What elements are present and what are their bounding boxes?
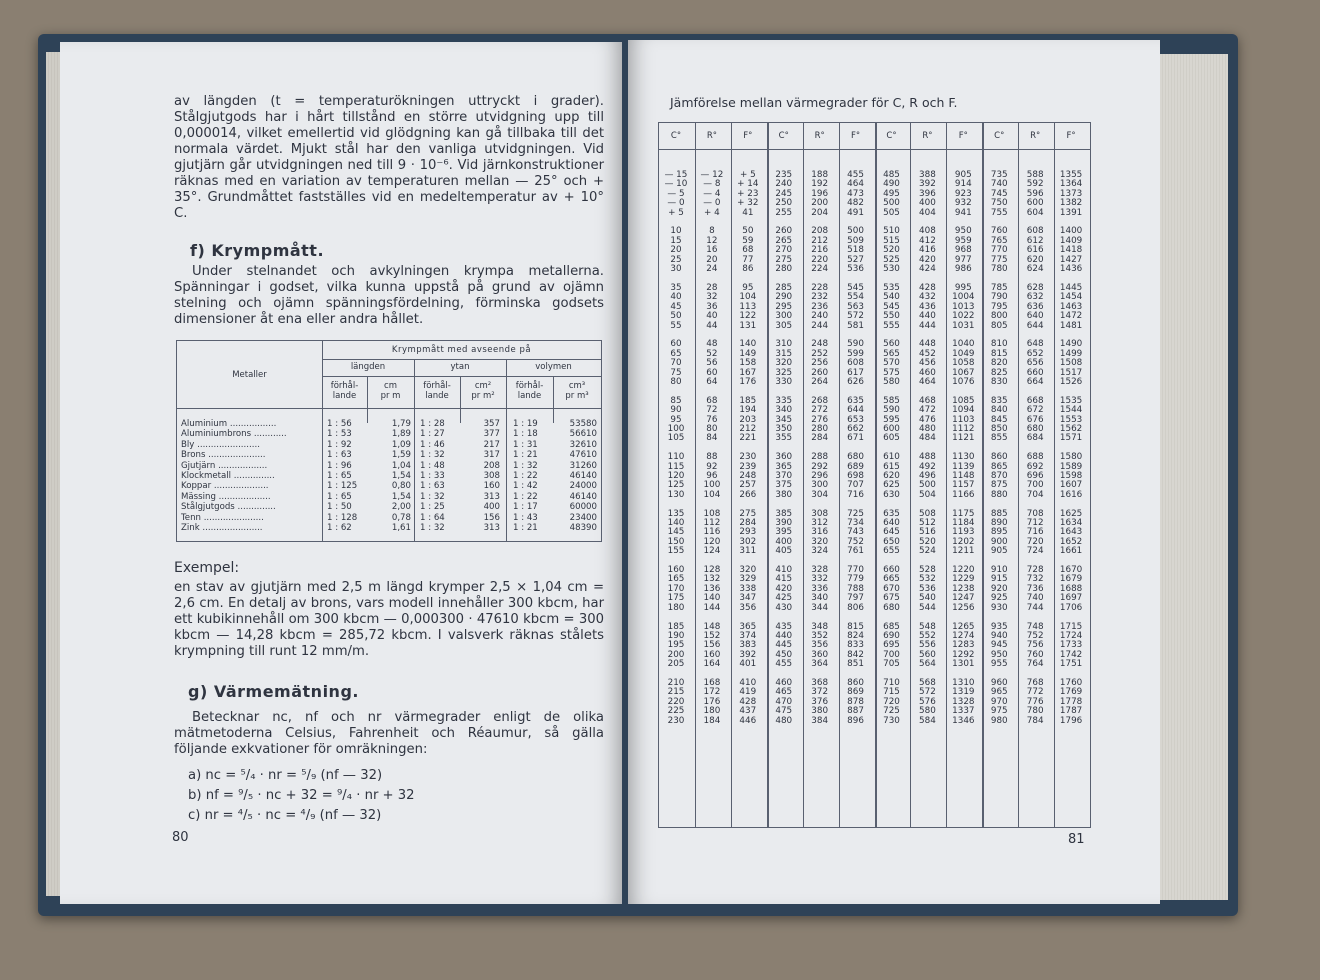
metal-name: Koppar .................... [181,481,269,492]
shrink-cell: 1 : 27 [420,429,445,440]
shrink-cell: 1 : 18 [513,429,538,440]
shrink-cell: 1,79 [391,419,411,429]
metal-name: Bly ....................... [181,439,260,450]
shrink-cell: 156 [483,512,500,523]
sub-header-length: längden [350,362,386,372]
shrink-cell: 1 : 42 [513,481,538,492]
group-header: Krympmått med avseende på [391,345,532,355]
shrink-cell: 1,54 [391,471,411,481]
shrink-cell: 24000 [569,481,597,492]
temp-header: R° [706,131,717,141]
metal-name: Gjutjärn .................. [181,460,268,471]
shrink-cell: 1,54 [391,491,411,502]
temp-column: 1355 1364 1373 1382 1391 1400 1409 1418 1427 1436 1445 1454 1463 1472 1481 1490 1499 1508 1517 1526 1535 1544 1553 1562 1571 1580 1589 1598 1607 1616 1625 1634 1643 1652 1661 1670 1679 1688 1697 1706 1715 1724 1733 1742 1751 1760 1769 1778 1787 1796 [1059,170,1083,726]
temp-header: F° [1066,131,1076,141]
shrink-cell: 1 : 22 [513,491,538,502]
shrink-cell: 1 : 56 [327,419,352,429]
metal-name: Brons ..................... [181,450,266,461]
shrink-cell: 1 : 21 [513,523,538,533]
temp-column: 455 464 473 482 491 500 509 518 527 536 545 554 563 572 581 590 599 608 617 626 635 644 653 662 671 680 689 698 707 716 725 734 743 752 761 770 779 788 797 806 815 824 833 842 851 860 869 878 887 896 [847,170,864,726]
metal-name: Aluminium ................. [181,419,277,429]
intro-paragraph: av längden (t = temperaturökningen uttryckt i grader). Stålgjutgods har i hårt tillstånd en större utvidgning upp till 0,000014, vilket emellertid vid glödgning kan gå tillbaka till det normala värdet. Mjukt stål har den vanliga utvidgningen. Vid gjutjärn går utvidgningen ned till 9 · 10⁻⁶. Vid järnkonstruktioner räknas med en variation av temperaturen mellan — 25° och + 35°. Grundmåttet fastställes vid en medeltemperatur av + 10° C. [174,94,604,221]
metal-name: Tenn ...................... [181,512,264,523]
col-header: cm² pr m² [471,381,495,401]
left-page [60,42,622,904]
temperature-table [658,122,1091,828]
shrink-cell: 1,89 [391,429,411,440]
example-text: en stav av gjutjärn med 2,5 m längd krymper 2,5 × 1,04 cm = 2,6 cm. En detalj av brons, vars modell innehåller 300 kbcm, har ett kubikinnehåll om 300 kbcm — 0,000300 · 47610 kbcm = 300 kbcm — 14,28 kbcm = 285,72 kbcm. I valsverk räknas stålets krympning till runt 12 mm/m. [174,580,604,659]
temp-header: C° [886,131,897,141]
metal-name: Mässing ................... [181,491,271,502]
temp-column: 388 392 396 400 404 408 412 416 420 424 428 432 436 440 444 448 452 456 460 464 468 472 476 480 484 488 492 496 500 504 508 512 516 520 524 528 532 536 540 544 548 552 556 560 564 568 572 576 580 584 [919,170,936,726]
shrink-cell: 1 : 32 [420,523,445,533]
shrink-cell: 313 [483,491,500,502]
shrink-cell: 1 : 19 [513,419,538,429]
shrink-cell: 1 : 28 [420,419,445,429]
page-edges-right [1160,54,1228,900]
shrink-cell: 357 [483,419,500,429]
shrink-cell: 1 : 125 [327,481,358,492]
shrink-cell: 313 [483,523,500,533]
shrink-cell: 0,78 [391,512,411,523]
shrink-cell: 1,61 [391,523,411,533]
shrink-cell: 1 : 43 [513,512,538,523]
col-header: förhål- lande [515,381,544,401]
shrink-cell: 1 : 65 [327,491,352,502]
temp-header: F° [958,131,968,141]
shrink-cell: 1 : 32 [420,491,445,502]
col-header: förhål- lande [330,381,359,401]
shrink-cell: 46140 [569,471,597,481]
temp-column: + 5 + 14 + 23 + 32 41 50 59 68 77 86 95 104 113 122 131 140 149 158 167 176 185 194 203 212 221 230 239 248 257 266 275 284 293 302 311 320 329 338 347 356 365 374 383 392 401 410 419 428 437 446 [737,170,759,726]
right-page [628,40,1160,904]
shrink-cell: 1 : 33 [420,471,445,481]
shrink-cell: 47610 [569,450,597,461]
formula-a: a) nc = ⁵/₄ · nr = ⁵/₉ (nf — 32) [188,768,383,783]
shrink-cell: 1 : 46 [420,439,445,450]
shrink-cell: 1 : 25 [420,502,445,513]
temp-header: R° [1030,131,1041,141]
shrink-cell: 1 : 92 [327,439,352,450]
shrink-cell: 400 [483,502,500,513]
temp-column: 188 192 196 200 204 208 212 216 220 224 228 232 236 240 244 248 252 256 260 264 268 272 276 280 284 288 292 296 300 304 308 312 316 320 324 328 332 336 340 344 348 352 356 360 364 368 372 376 380 384 [811,170,829,726]
shrink-cell: 308 [483,471,500,481]
temp-column: 588 592 596 600 604 608 612 616 620 624 628 632 636 640 644 648 652 656 660 664 668 672 676 680 684 688 692 696 700 704 708 712 716 720 724 728 732 736 740 744 748 752 756 760 764 768 772 776 780 784 [1026,170,1044,726]
shrink-cell: 1 : 128 [327,512,358,523]
section-f-text: Under stelnandet och avkylningen krympa metallerna. Spänningar i godset, vilka kunna uppstå på grund av ojämn stelning och ojämn spänningsfördelning, förminska godsets dimensioner åt ena eller andra hållet. [174,264,604,327]
metal-name: Stålgjutgods .............. [181,502,276,513]
col-header: förhål- lande [423,381,451,401]
shrink-cell: 1 : 96 [327,460,352,471]
metal-name: Aluminiumbrons ............ [181,429,287,440]
shrink-cell: 1 : 63 [420,481,445,492]
shrink-cell: 1 : 32 [513,460,538,471]
col-header: cm pr m [380,381,401,401]
shrink-cell: 0,80 [391,481,411,492]
temp-header: C° [994,131,1005,141]
example-label: Exempel: [174,560,240,576]
shrink-cell: 1 : 62 [327,523,352,533]
shrink-cell: 31260 [569,460,597,471]
shrink-cell: 53580 [569,419,597,429]
shrink-cell: 1,09 [391,439,411,450]
shrink-cell: 160 [483,481,500,492]
col-header: cm³ pr m³ [565,381,589,401]
shrink-cell: 1 : 48 [420,460,445,471]
metals-header: Metaller [232,370,267,380]
temp-header: R° [922,131,933,141]
temp-column: 905 914 923 932 941 950 959 968 977 986 995 1004 1013 1022 1031 1040 1049 1058 1067 1076 1085 1094 1103 1112 1121 1130 1139 1148 1157 1166 1175 1184 1193 1202 1211 1220 1229 1238 1247 1256 1265 1274 1283 1292 1301 1310 1319 1328 1337 1346 [952,170,975,726]
section-f-heading: f) Krympmått. [190,241,325,260]
temp-column: — 12 — 8 — 4 — 0 + 4 8 12 16 20 24 28 32 36 40 44 48 52 56 60 64 68 72 76 80 84 88 92 96 100 104 108 112 116 120 124 128 132 136 140 144 148 152 156 160 164 168 172 176 180 184 [700,170,724,726]
metal-name: Zink ...................... [181,523,263,533]
formula-c: c) nr = ⁴/₅ · nc = ⁴/₉ (nf — 32) [188,808,382,823]
shrink-cell: 1 : 63 [327,450,352,461]
sub-header-volume: volymen [535,362,572,372]
shrink-cell: 2,00 [391,502,411,513]
shrink-cell: 1 : 53 [327,429,352,440]
shrink-cell: 48390 [569,523,597,533]
shrink-cell: 1 : 22 [513,471,538,481]
shrink-cell: 1 : 31 [513,439,538,450]
metal-name: Klockmetall ............... [181,471,275,481]
shrink-cell: 60000 [569,502,597,513]
shrink-cell: 32610 [569,439,597,450]
temp-column: 735 740 745 750 755 760 765 770 775 780 785 790 795 800 805 810 815 820 825 830 835 840 845 850 855 860 865 870 875 880 885 890 895 900 905 910 915 920 925 930 935 940 945 950 955 960 965 970 975 980 [990,170,1008,726]
temp-column: 235 240 245 250 255 260 265 270 275 280 285 290 295 300 305 310 315 320 325 330 335 340 345 350 355 360 365 370 375 380 385 390 395 400 405 410 415 420 425 430 435 440 445 450 455 460 465 470 475 480 [775,170,793,726]
shrink-cell: 1 : 21 [513,450,538,461]
temp-header: R° [814,131,825,141]
shrink-cell: 1,59 [391,450,411,461]
formula-b: b) nf = ⁹/₅ · nc + 32 = ⁹/₄ · nr + 32 [188,788,415,803]
section-g-text: Betecknar nc, nf och nr värmegrader enligt de olika mätmetoderna Celsius, Fahrenheit och Réaumur, så gälla följande exkvationer för omräkningen: [174,710,604,757]
temp-header: F° [743,131,753,141]
shrink-cell: 56610 [569,429,597,440]
shrink-cell: 1,04 [391,460,411,471]
shrink-cell: 377 [483,429,500,440]
page-number-right: 81 [1068,832,1085,847]
temp-column: 485 490 495 500 505 510 515 520 525 530 535 540 545 550 555 560 565 570 575 580 585 590 595 600 605 610 615 620 625 630 635 640 645 650 655 660 665 670 675 680 685 690 695 700 705 710 715 720 725 730 [883,170,900,726]
shrink-cell: 46140 [569,491,597,502]
shrink-cell: 1 : 17 [513,502,538,513]
shrink-cell: 1 : 65 [327,471,352,481]
page-number-left: 80 [172,830,189,845]
temp-header: F° [851,131,861,141]
shrink-cell: 1 : 32 [420,450,445,461]
shrink-cell: 1 : 50 [327,502,352,513]
shrink-cell: 317 [483,450,500,461]
temp-header: C° [670,131,682,141]
table-title: Jämförelse mellan värmegrader för C, R och F. [670,95,958,110]
shrink-cell: 208 [483,460,500,471]
shrink-cell: 23400 [569,512,597,523]
shrink-cell: 217 [483,439,500,450]
shrink-cell: 1 : 64 [420,512,445,523]
temp-column: — 15 — 10 — 5 — 0 + 5 10 15 20 25 30 35 40 45 50 55 60 65 70 75 80 85 90 95 100 105 110 115 120 125 130 135 140 145 150 155 160 165 170 175 180 185 190 195 200 205 210 215 220 225 230 [664,170,688,726]
shrink-table [176,340,602,542]
sub-header-area: ytan [450,362,470,372]
temp-header: C° [778,131,789,141]
section-g-heading: g) Värmemätning. [188,682,359,701]
